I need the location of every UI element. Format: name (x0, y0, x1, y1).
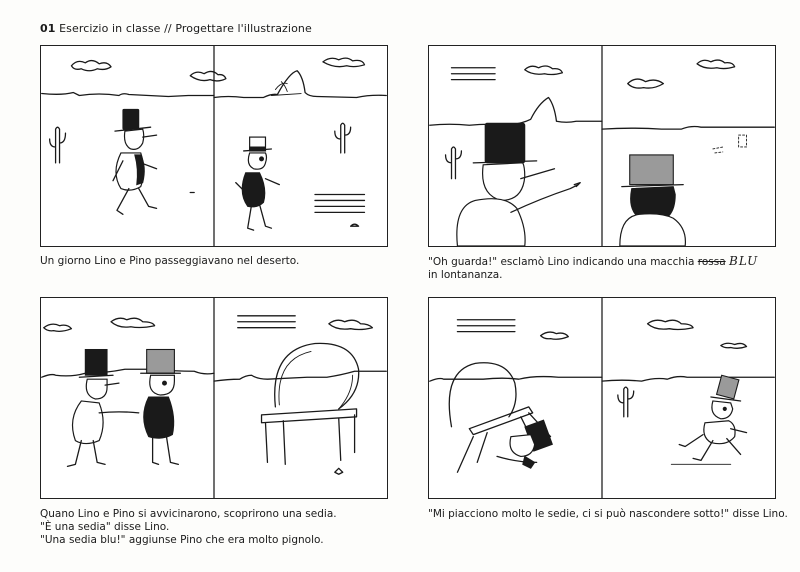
distant-stain (713, 135, 747, 153)
nose (521, 169, 555, 179)
cloud-icon (190, 71, 226, 80)
stripe-marks (457, 320, 514, 332)
stripe-marks (238, 316, 295, 328)
horizon-line (602, 127, 774, 130)
strip-1-illustration (41, 46, 387, 246)
stripe-marks (315, 195, 365, 213)
ground-pebbles (190, 193, 358, 227)
top-hat-icon (85, 349, 107, 375)
lino-character (497, 420, 552, 468)
pino-character (236, 137, 280, 230)
lino-character (457, 123, 580, 246)
stripe-marks (452, 68, 496, 80)
strip-4-illustration (429, 298, 775, 498)
cactus-icon (335, 123, 351, 153)
ground-pebble (335, 468, 343, 474)
caption-line (428, 255, 788, 269)
caption-text: "Oh guarda!" esclamò Lino indicando una macchia (428, 256, 698, 268)
strip-3-illustration (41, 298, 387, 498)
strip-2-illustration (429, 46, 775, 246)
cloud-icon (648, 320, 694, 329)
caption-strip-4 (428, 508, 788, 521)
top-hat-icon (485, 123, 525, 163)
chair-seat (262, 409, 357, 423)
top-hat-icon (123, 109, 139, 129)
rock-shading (271, 82, 301, 96)
horizon-line (42, 369, 214, 377)
legs (117, 189, 157, 215)
chair-back (449, 363, 516, 427)
exercise-number: 01 (40, 22, 56, 35)
comic-strip-2 (428, 45, 776, 247)
cloud-icon (44, 324, 72, 331)
rock-formation (430, 97, 602, 125)
arms (99, 412, 139, 413)
pino-character (141, 349, 181, 464)
caption-line: Un giorno Lino e Pino passeggiavano nel deserto. (40, 255, 300, 267)
handwritten-correction: BLU (729, 254, 759, 268)
nose (143, 135, 157, 137)
cloud-icon (628, 79, 664, 88)
cloud-icon (329, 320, 373, 329)
comic-strip-3 (40, 297, 388, 499)
lino-character (113, 109, 157, 214)
cloud-icon (525, 66, 563, 74)
cactus-icon (618, 387, 634, 417)
caption-line: "È una sedia" disse Lino. (40, 521, 170, 533)
cactus-icon (50, 127, 66, 163)
legs (153, 437, 179, 465)
pino-character (679, 375, 746, 460)
caption-line: in lontananza. (428, 269, 503, 281)
legs (248, 204, 272, 230)
caption-line: Quano Lino e Pino si avvicinarono, scoprirono una sedia. (40, 508, 337, 520)
top-hat-icon (147, 349, 175, 373)
caption-line: "Una sedia blu!" aggiunse Pino che era molto pignolo. (40, 534, 324, 546)
exercise-title: Esercizio in classe // Progettare l'illustrazione (59, 22, 312, 35)
cloud-icon (721, 343, 747, 348)
top-hat-icon (630, 155, 674, 185)
horizon-line-right (214, 371, 386, 381)
caption-strip-2 (428, 255, 788, 282)
cloud-icon (697, 60, 735, 68)
pino-character (620, 155, 686, 246)
caption-line: "Mi piacciono molto le sedie, ci si può nascondere sotto!" disse Lino. (428, 508, 788, 520)
cactus-icon (446, 147, 462, 179)
cloud-icon (541, 332, 569, 339)
exercise-header (40, 22, 312, 35)
horizon-line (42, 93, 214, 97)
horizon-line-right (602, 377, 774, 382)
chair (262, 343, 359, 464)
lino-character (67, 349, 138, 466)
caption-strip-3 (40, 508, 400, 547)
comic-strip-1 (40, 45, 388, 247)
cloud-icon (111, 318, 155, 327)
cloud-icon (71, 61, 111, 71)
struck-word: rossa (697, 256, 726, 268)
cloud-icon (323, 58, 365, 67)
caption-strip-1 (40, 255, 400, 268)
comic-strip-4 (428, 297, 776, 499)
top-hat-icon (717, 375, 739, 399)
legs (67, 441, 105, 467)
